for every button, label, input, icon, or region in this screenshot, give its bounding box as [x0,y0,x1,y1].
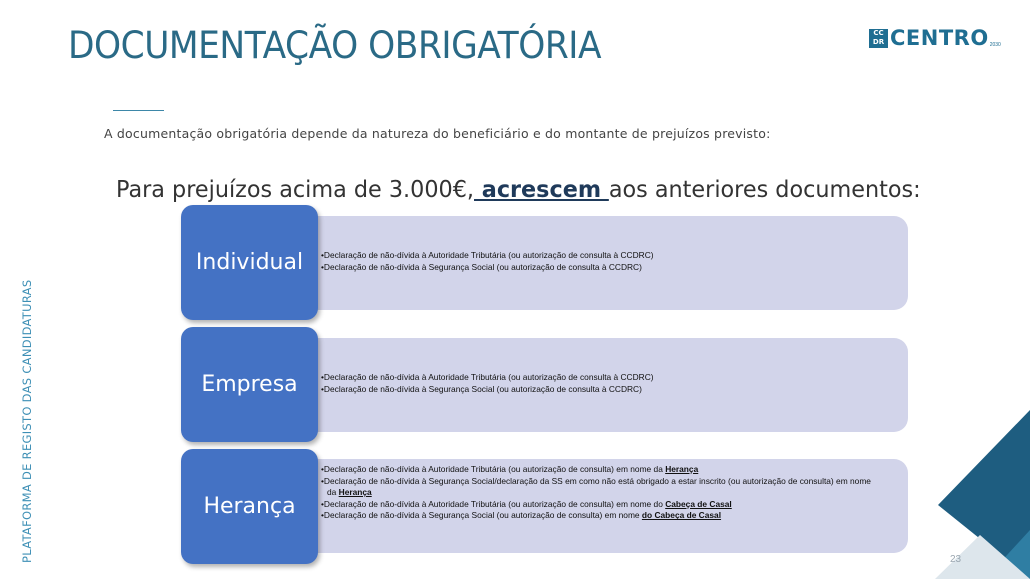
page-number: 23 [950,554,962,565]
title-divider [113,110,164,111]
logo-mark-top: CC [873,29,884,37]
row-label-individual: Individual [181,205,318,320]
side-label: PLATAFORMA DE REGISTO DAS CANDIDATURAS [20,279,34,563]
logo-sup: 2030 [989,42,1001,48]
intro-text: A documentação obrigatória depende da natureza do beneficiário e do montante de prejuízos previsto: [104,126,771,141]
list-item-text: •Declaração de não-dívida à Segurança Social (ou autorização de consulta) em nome [321,510,642,521]
row-label-heranca: Herança [181,449,318,564]
list-item-bold: Cabeça de Casal [665,498,732,509]
list-item-bold: do Cabeça de Casal [641,510,722,521]
ccdr-centro-logo [869,26,1001,50]
doc-list-heranca [321,464,881,522]
list-item-text: •Declaração de não-dívida à Autoridade Tributária (ou autorização de consulta) em nome da [321,464,666,474]
list-item-text: •Declaração de não-dívida à Segurança Social/declaração da SS em como não está obrigado a estar inscrito (ou autorização de consulta) em nome da [321,475,871,498]
list-item-text: •Declaração de não-dívida à Autoridade Tributária (ou autorização de consulta) em nome do [321,498,666,509]
logo-text: CENTRO [890,26,989,50]
list-item: •Declaração de não-dívida à Segurança Social (ou autorização de consulta à CCDRC) [321,261,642,272]
row-panel-empresa [300,338,908,432]
list-item [321,476,881,499]
list-item: •Declaração de não-dívida à Segurança Social (ou autorização de consulta à CCDRC) [321,383,642,394]
list-item [321,464,881,476]
page-title: DOCUMENTAÇÃO OBRIGATÓRIA [68,24,602,67]
logo-mark-bottom: DR [872,38,885,46]
subtitle-emphasis: acrescem [474,177,609,203]
decorative-triangles [850,410,1030,579]
row-panel-individual [300,216,908,310]
list-item [321,499,881,511]
section-subtitle [116,177,921,203]
doc-list-empresa [321,372,654,395]
list-item: •Declaração de não-dívida à Autoridade Tributária (ou autorização de consulta à CCDRC) [321,250,654,260]
row-panel-heranca [300,459,908,553]
list-item [321,510,881,522]
list-item: •Declaração de não-dívida à Autoridade Tributária (ou autorização de consulta à CCDRC) [321,372,654,382]
list-item-bold: Herança [338,487,372,498]
logo-mark [869,29,888,48]
subtitle-before: Para prejuízos acima de 3.000€, [116,177,475,203]
doc-list-individual [321,250,654,273]
list-item-bold: Herança [665,464,699,474]
row-label-empresa: Empresa [181,327,318,442]
subtitle-after: aos anteriores documentos: [608,177,921,203]
